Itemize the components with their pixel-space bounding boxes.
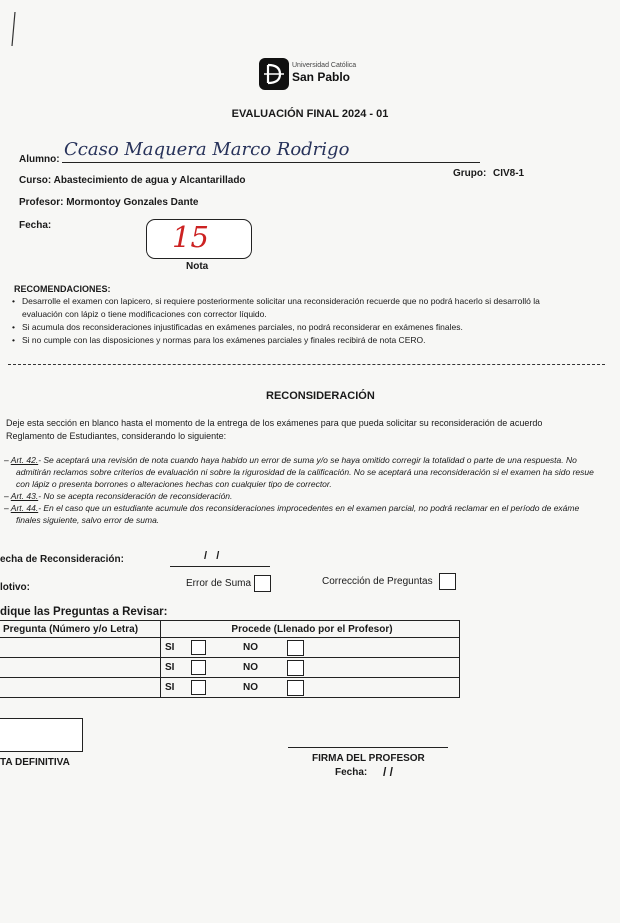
si-label: SI [165, 662, 175, 673]
error-suma-label: Error de Suma [186, 578, 252, 589]
no-label: NO [243, 662, 258, 673]
no-label: NO [243, 642, 258, 653]
no-checkbox[interactable] [287, 660, 304, 676]
error-suma-checkbox[interactable] [254, 575, 271, 592]
col-procede-header: Procede (Llenado por el Profesor) [161, 621, 460, 638]
nota-label: Nota [186, 261, 209, 272]
art42-line2: admitirán reclamos sobre criterios de evaluación ni sobre la rigurosidad de la calificación. No se aceptará una reconsideración si el examen ha sido resue [16, 467, 594, 477]
alumno-line [62, 162, 480, 163]
fecha-reconsideracion-field[interactable] [170, 566, 270, 567]
correccion-checkbox[interactable] [439, 573, 456, 590]
fecha-reconsideracion-label: echa de Reconsideración: [0, 554, 124, 565]
alumno-label: Alumno: [19, 154, 60, 165]
logo-line1: Universidad Católica [292, 62, 357, 69]
recomendaciones-title: RECOMENDACIONES: [14, 284, 111, 294]
nota-definitiva-label: TA DEFINITIVA [0, 757, 70, 768]
art43-label: Art. 43. [10, 491, 39, 501]
pen-mark [6, 10, 18, 50]
firma-fecha-value: / / [383, 765, 394, 779]
art42-line3: con lápiz o presenta borrones o alteraciones hechas con cualquier tipo de corrector. [16, 479, 332, 489]
nota-value: 15 [172, 220, 209, 254]
no-label: NO [243, 682, 258, 693]
fecha-reconsideracion-value: / / [204, 550, 220, 562]
no-checkbox[interactable] [287, 680, 304, 696]
nota-definitiva-box [0, 718, 83, 752]
recomendacion-3: • Si no cumple con las disposiciones y normas para los exámenes parciales y finales recibirá de nota CERO. [22, 335, 425, 345]
pregunta-cell[interactable] [0, 638, 161, 658]
profesor: Profesor: Mormontoy Gonzales Dante [19, 197, 199, 208]
table-row [0, 678, 460, 698]
si-checkbox[interactable] [191, 680, 206, 695]
reconsideracion-intro-2: Reglamento de Estudiantes, considerando lo siguiente: [6, 431, 227, 441]
reconsideracion-intro-1: Deje esta sección en blanco hasta el momento de la entrega de los exámenes para que pueda solicitar su reconsideración de acuerdo [6, 418, 543, 428]
si-label: SI [165, 642, 175, 653]
cut-line [8, 364, 605, 365]
recomendacion-1-cont: evaluación con lápiz o tiene modificaciones con corrector líquido. [22, 309, 267, 319]
correccion-label: Corrección de Preguntas [322, 576, 433, 587]
art44-line1: – Art. 44.- En el caso que un estudiante acumule dos reconsideraciones improcedentes en el examen parcial, no podrá reclamar en el período de exáme [4, 503, 580, 513]
university-shield-icon [258, 57, 290, 91]
art44-line2: finales siguiente, salvo error de suma. [16, 515, 160, 525]
si-checkbox[interactable] [191, 640, 206, 655]
no-checkbox[interactable] [287, 640, 304, 656]
recomendacion-1: • Desarrolle el examen con lapicero, si requiere posteriormente solicitar una reconsideración recuerde que no podrá hacerlo si desarrolló la [22, 296, 540, 306]
si-checkbox[interactable] [191, 660, 206, 675]
table-row [0, 658, 460, 678]
preguntas-table [0, 620, 460, 698]
pregunta-cell[interactable] [0, 678, 161, 698]
university-logo [258, 57, 378, 93]
table-header-row [0, 621, 460, 638]
recomendacion-2: • Si acumula dos reconsideraciones injustificadas en exámenes parciales, no podrá reconsiderar en exámenes finales. [22, 322, 463, 332]
indique-preguntas: dique las Preguntas a Revisar: [0, 606, 168, 618]
col-pregunta-header: Pregunta (Número y/o Letra) [0, 621, 161, 638]
pregunta-cell[interactable] [0, 658, 161, 678]
grupo-label: Grupo: [453, 168, 487, 179]
exam-title: EVALUACIÓN FINAL 2024 - 01 [231, 108, 389, 120]
art42-line1: – Art. 42.- Se aceptará una revisión de nota cuando haya habido un error de suma y/o se haya omitido corregir la totalidad o parte de una respuesta. No [4, 455, 577, 465]
art43-line: – Art. 43.- No se acepta reconsideración de reconsideración. [4, 491, 233, 501]
fecha-label: Fecha: [19, 220, 52, 231]
logo-line2: San Pablo [292, 70, 351, 84]
motivo-label: lotivo: [0, 582, 30, 593]
grupo-value: CIV8-1 [493, 168, 525, 179]
reconsideracion-title: RECONSIDERACIÓN [266, 390, 375, 402]
si-label: SI [165, 682, 175, 693]
alumno-name: Ccaso Maquera Marco Rodrigo [64, 139, 350, 160]
table-row [0, 638, 460, 658]
art42-label: Art. 42. [10, 455, 39, 465]
firma-fecha-label: Fecha: [335, 767, 368, 778]
firma-line [288, 747, 448, 748]
art44-label: Art. 44. [10, 503, 39, 513]
firma-profesor-label: FIRMA DEL PROFESOR [312, 753, 425, 764]
curso: Curso: Abastecimiento de agua y Alcantarillado [19, 175, 246, 186]
